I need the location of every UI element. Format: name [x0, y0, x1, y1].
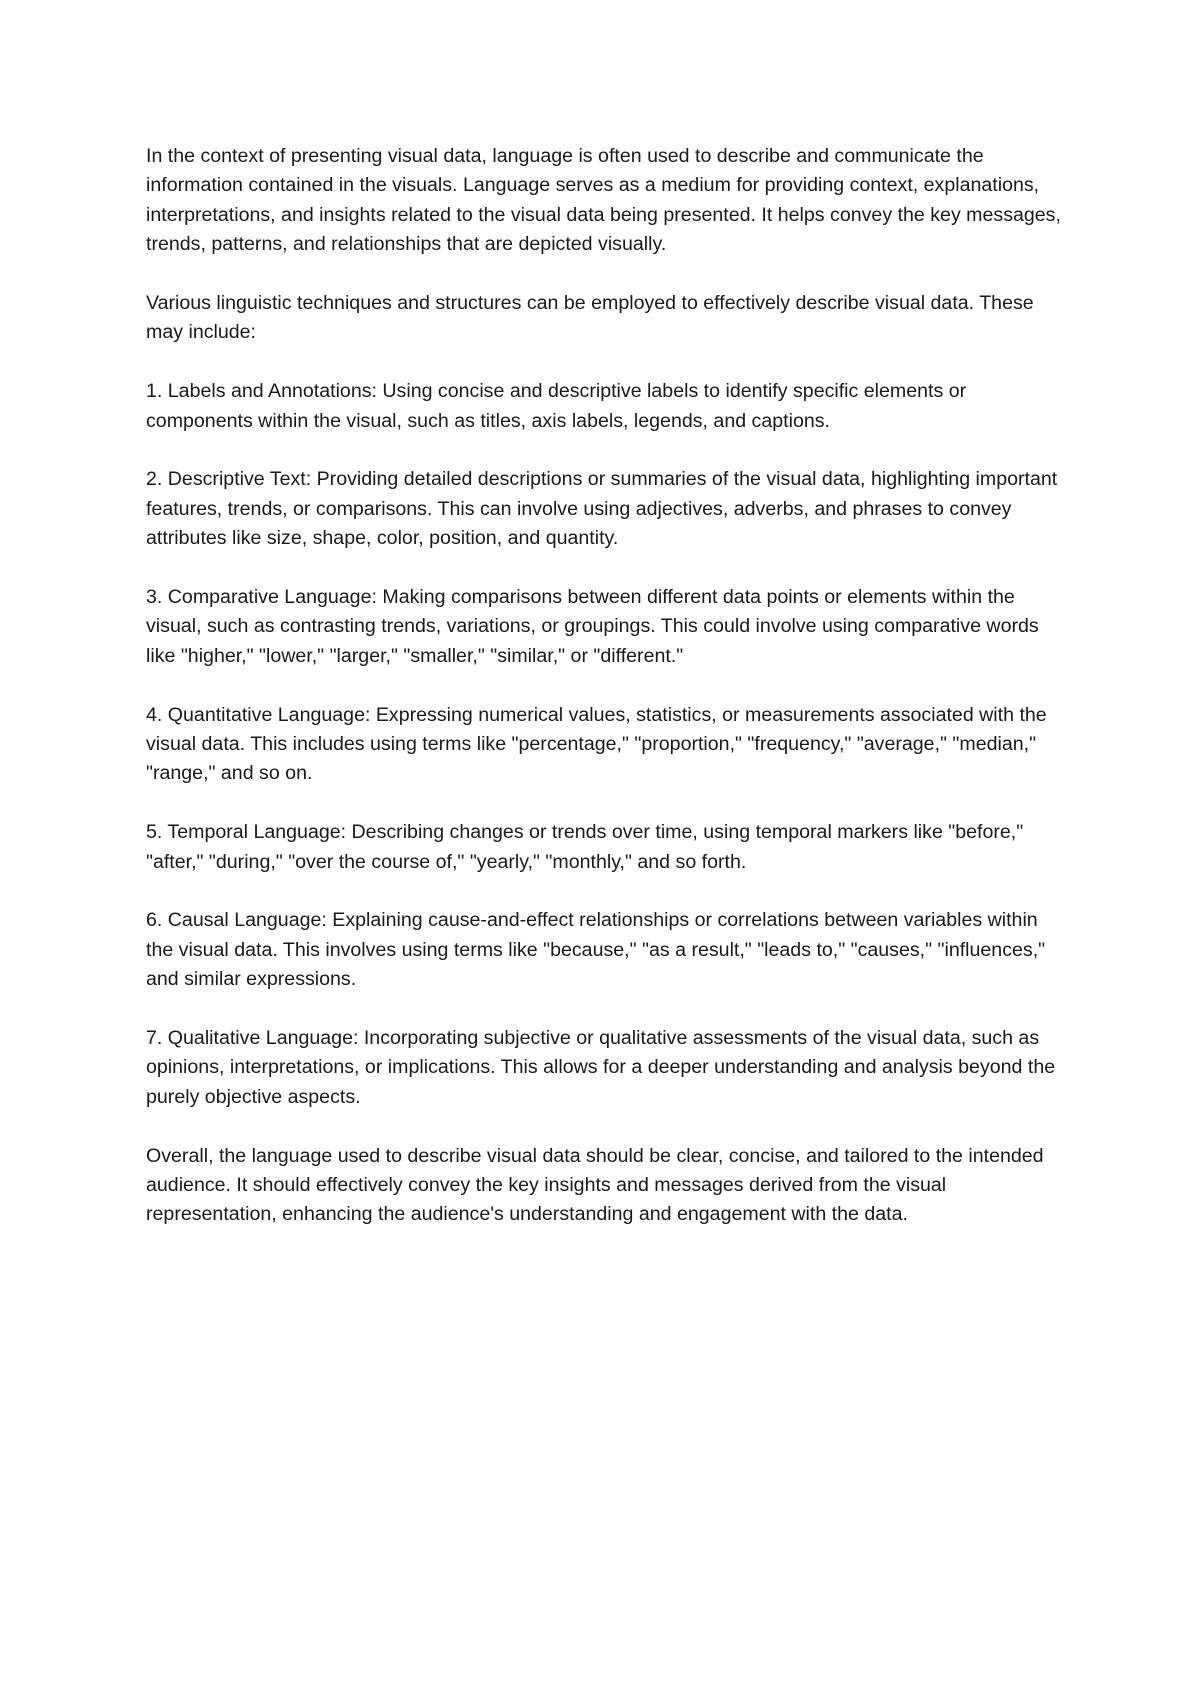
- list-item-descriptive-text: 2. Descriptive Text: Providing detailed descriptions or summaries of the visual data, highlighting important features, trends, or comparisons. This can involve using adjectives, adverbs, and phrases to convey attributes like size, shape, color, position, and quantity.: [146, 468, 1058, 550]
- document-body: [146, 142, 1070, 1259]
- list-item-causal-language: 6. Causal Language: Explaining cause-and-effect relationships or correlations between variables within the visual data. This involves using terms like "because," "as a result," "leads to," "causes," "influences," and similar expressions.: [146, 909, 1046, 991]
- list-item-temporal-language: 5. Temporal Language: Describing changes or trends over time, using temporal markers like "before," "after," "during," "over the course of," "yearly," "monthly," and so forth.: [146, 821, 1024, 873]
- list-item-comparative-language: 3. Comparative Language: Making comparisons between different data points or elements within the visual, such as contrasting trends, variations, or groupings. This could involve using comparative words like "higher," "lower," "larger," "smaller," "similar," or "different.": [146, 586, 1039, 667]
- techniques-intro-paragraph: Various linguistic techniques and structures can be employed to effectively describe visual data. These may include:: [146, 292, 1034, 344]
- list-item-quantitative-language: 4. Quantitative Language: Expressing numerical values, statistics, or measurements associated with the visual data. This includes using terms like "percentage," "proportion," "frequency," "average," "median," "range," and so on.: [146, 703, 1047, 785]
- list-item-labels-annotations: 1. Labels and Annotations: Using concise and descriptive labels to identify specific elements or components within the visual, such as titles, axis labels, legends, and captions.: [146, 380, 967, 432]
- conclusion-paragraph: Overall, the language used to describe visual data should be clear, concise, and tailored to the intended audience. It should effectively convey the key insights and messages derived from the visual representation, enhancing the audience's understanding and engagement with the data.: [146, 1144, 1044, 1226]
- intro-paragraph: In the context of presenting visual data, language is often used to describe and communicate the information contained in the visuals. Language serves as a medium for providing context, explanations, interpretations, and insights related to the visual data being presented. It helps convey the key messages, trends, patterns, and relationships that are depicted visually.: [146, 145, 1061, 256]
- list-item-qualitative-language: 7. Qualitative Language: Incorporating subjective or qualitative assessments of the visual data, such as opinions, interpretations, or implications. This allows for a deeper understanding and analysis beyond the purely objective aspects.: [146, 1027, 1056, 1108]
